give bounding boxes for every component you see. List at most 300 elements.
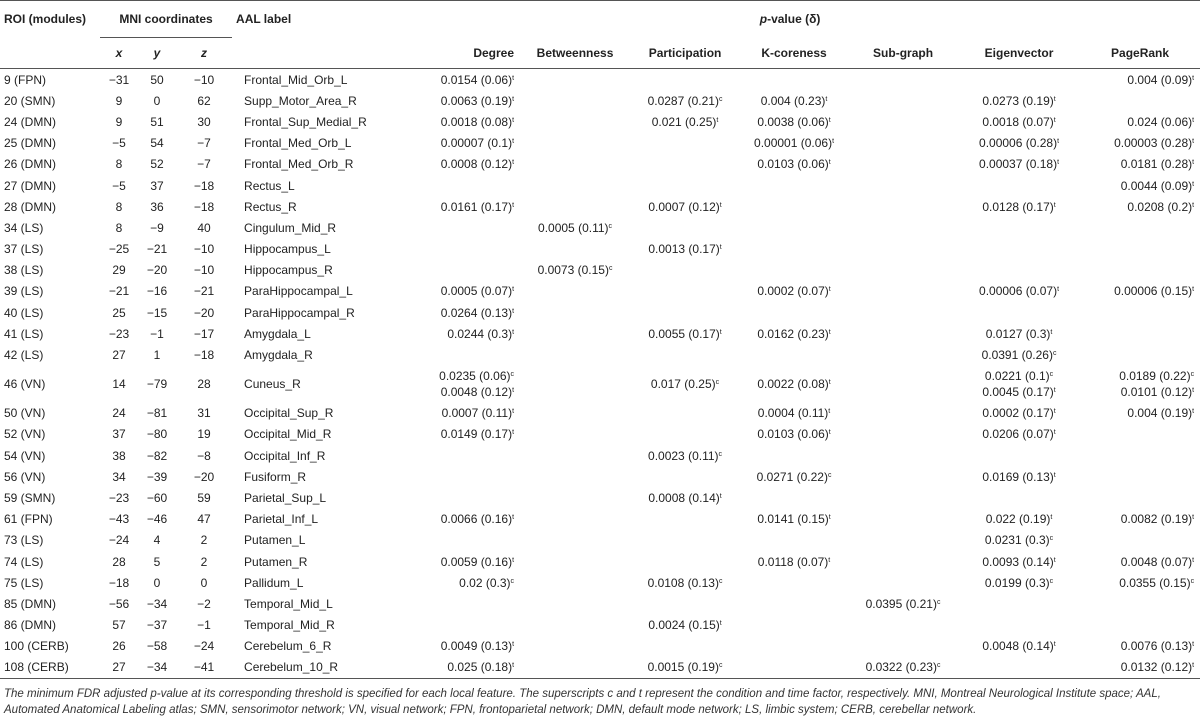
betweenness-cell	[520, 509, 630, 530]
factor-superscript: c	[1049, 371, 1054, 379]
degree-cell	[380, 90, 520, 111]
pagerank-value	[1080, 199, 1194, 215]
factor-superscript: t	[512, 138, 515, 146]
aal-label-cell: Rectus_R	[244, 199, 297, 214]
table-row	[0, 302, 1200, 323]
p-value-text: 0.0141 (0.15)	[757, 512, 829, 527]
factor-superscript: t	[512, 641, 515, 649]
roi-cell: 42 (LS)	[4, 348, 44, 363]
roi-cell: 46 (VN)	[4, 377, 46, 392]
x-cell: −56	[108, 596, 130, 611]
factor-superscript: t	[512, 662, 515, 670]
factor-superscript: t	[1057, 138, 1060, 146]
pagerank-cell	[1080, 217, 1200, 238]
p-value-text: 0.02 (0.3)	[459, 575, 511, 590]
x-cell: 34	[112, 469, 126, 484]
x-cell: 26	[112, 639, 126, 654]
factor-superscript: t	[512, 307, 515, 315]
factor-superscript: c	[827, 471, 832, 479]
p-value-text: 0.0023 (0.11)	[648, 448, 719, 463]
factor-superscript: t	[1192, 180, 1195, 188]
kcoreness-cell	[740, 175, 848, 196]
betweenness-cell	[520, 636, 630, 657]
x-cell: −21	[108, 284, 130, 299]
degree-value	[380, 93, 514, 109]
table-row	[0, 445, 1200, 466]
eigenvector-cell	[958, 175, 1080, 196]
p-value-text: 0.0244 (0.3)	[447, 326, 513, 341]
factor-superscript: t	[1192, 641, 1195, 649]
header-y: y	[138, 38, 176, 69]
y-cell: 52	[150, 157, 164, 172]
participation-cell	[630, 111, 740, 132]
table-row	[0, 366, 1200, 403]
header-blank-roi	[0, 38, 100, 69]
p-value-text: 0.0024 (0.15)	[648, 618, 720, 633]
factor-superscript: c	[936, 598, 941, 606]
betweenness-cell	[520, 424, 630, 445]
pagerank-cell	[1080, 281, 1200, 302]
degree-value	[380, 575, 514, 591]
betweenness-cell	[520, 133, 630, 154]
eigenvector-cell	[958, 281, 1080, 302]
kcoreness-cell	[740, 302, 848, 323]
factor-superscript: t	[1192, 201, 1195, 209]
p-value-text: 0.0002 (0.07)	[757, 284, 829, 299]
aal-label-cell: Supp_Motor_Area_R	[244, 93, 357, 108]
y-cell: 51	[150, 114, 164, 129]
y-cell: 4	[153, 533, 161, 548]
kcoreness-cell	[740, 90, 848, 111]
x-cell: 24	[112, 406, 126, 421]
roi-cell: 9 (FPN)	[4, 72, 46, 87]
participation-cell	[630, 466, 740, 487]
p-value-text: 0.0149 (0.17)	[440, 427, 513, 442]
p-value-text: 0.0063 (0.19)	[440, 93, 513, 108]
kcoreness-value	[740, 93, 848, 109]
x-cell: −31	[108, 72, 130, 87]
p-value-text: 0.0073 (0.15)	[537, 263, 609, 278]
p-value-text: 0.0013 (0.17)	[648, 242, 720, 257]
kcoreness-cell	[740, 445, 848, 466]
table-row	[0, 530, 1200, 551]
subgraph-cell	[848, 593, 958, 614]
factor-superscript: t	[512, 429, 515, 437]
factor-superscript: t	[1192, 556, 1195, 564]
p-value-text: 0.0015 (0.19)	[647, 660, 719, 675]
betweenness-cell	[520, 530, 630, 551]
factor-superscript: t	[828, 116, 831, 124]
degree-value	[380, 368, 514, 384]
roi-cell: 75 (LS)	[4, 575, 44, 590]
degree-cell	[380, 657, 520, 679]
subgraph-cell	[848, 302, 958, 323]
x-cell: 9	[115, 93, 123, 108]
degree-value	[380, 638, 514, 654]
subgraph-cell	[848, 466, 958, 487]
y-cell: 50	[150, 72, 164, 87]
kcoreness-cell	[740, 239, 848, 260]
eigenvector-cell	[958, 615, 1080, 636]
p-value-text: 0.0002 (0.17)	[982, 406, 1054, 421]
p-value-text: 0.025 (0.18)	[447, 660, 513, 675]
betweenness-cell	[520, 593, 630, 614]
header-aal: AAL label	[232, 1, 380, 38]
roi-cell: 50 (VN)	[4, 406, 46, 421]
p-value-text: 0.0007 (0.11)	[441, 406, 513, 421]
factor-superscript: t	[828, 286, 831, 294]
participation-cell	[630, 657, 740, 679]
factor-superscript: c	[718, 450, 723, 458]
betweenness-cell	[520, 344, 630, 365]
roi-cell: 54 (VN)	[4, 448, 46, 463]
factor-superscript: c	[608, 222, 613, 230]
pagerank-cell	[1080, 175, 1200, 196]
p-value-text: 0.0161 (0.17)	[440, 199, 513, 214]
betweenness-cell	[520, 281, 630, 302]
eigenvector-value	[958, 511, 1080, 527]
z-cell: 40	[197, 220, 211, 235]
y-cell: 36	[150, 199, 164, 214]
p-value-text: 0.0181 (0.28)	[1120, 157, 1193, 172]
x-cell: 8	[115, 220, 123, 235]
p-value-text: 0.0169 (0.13)	[982, 469, 1054, 484]
table-row	[0, 636, 1200, 657]
y-cell: −81	[146, 406, 168, 421]
participation-cell	[630, 69, 740, 91]
eigenvector-cell	[958, 445, 1080, 466]
eigenvector-value	[958, 326, 1080, 342]
table-row	[0, 551, 1200, 572]
subgraph-cell	[848, 403, 958, 424]
factor-superscript: t	[512, 159, 515, 167]
z-cell: −7	[197, 136, 211, 151]
z-cell: −41	[176, 657, 232, 679]
y-cell: −60	[146, 490, 168, 505]
header-x: x	[100, 38, 138, 69]
roi-cell: 25 (DMN)	[4, 136, 57, 151]
p-value-text: 0.0004 (0.11)	[757, 406, 829, 421]
betweenness-cell	[520, 445, 630, 466]
header-pvalue-rest: -value (δ)	[767, 12, 821, 27]
kcoreness-value	[740, 283, 848, 299]
x-cell: 28	[112, 554, 126, 569]
pagerank-cell	[1080, 111, 1200, 132]
degree-value	[380, 405, 514, 421]
p-value-text: 0.0395 (0.21)	[865, 596, 937, 611]
eigenvector-cell	[958, 657, 1080, 679]
betweenness-cell	[520, 403, 630, 424]
table-row	[0, 111, 1200, 132]
degree-cell	[380, 175, 520, 196]
y-cell: −20	[146, 263, 168, 278]
z-cell: −2	[197, 596, 211, 611]
p-value-text: 0.0045 (0.17)	[982, 385, 1054, 400]
subgraph-cell	[848, 572, 958, 593]
kcoreness-cell	[740, 593, 848, 614]
betweenness-cell	[520, 154, 630, 175]
pagerank-value	[1080, 575, 1194, 591]
kcoreness-cell	[740, 323, 848, 344]
kcoreness-cell	[740, 344, 848, 365]
eigenvector-cell	[958, 302, 1080, 323]
degree-cell	[380, 615, 520, 636]
y-cell: −15	[146, 305, 168, 320]
aal-label-cell: Cingulum_Mid_R	[244, 220, 337, 235]
degree-value	[380, 199, 514, 215]
roi-cell: 59 (SMN)	[4, 490, 56, 505]
betweenness-cell	[520, 615, 630, 636]
eigenvector-value	[958, 347, 1080, 363]
table-row	[0, 69, 1200, 91]
eigenvector-cell	[958, 366, 1080, 403]
betweenness-cell	[520, 111, 630, 132]
y-cell: 1	[153, 348, 161, 363]
factor-superscript: c	[718, 95, 723, 103]
eigenvector-value	[958, 405, 1080, 421]
aal-label-cell: Amygdala_L	[244, 326, 311, 341]
factor-superscript: t	[1192, 662, 1195, 670]
participation-cell	[630, 239, 740, 260]
eigenvector-value	[958, 199, 1080, 215]
pagerank-cell	[1080, 615, 1200, 636]
z-cell: 62	[197, 93, 211, 108]
z-cell: −18	[193, 178, 215, 193]
eigenvector-value	[958, 638, 1080, 654]
participation-cell	[630, 217, 740, 238]
subgraph-cell	[848, 657, 958, 679]
factor-superscript: t	[512, 328, 515, 336]
subgraph-cell	[848, 445, 958, 466]
pagerank-cell	[1080, 530, 1200, 551]
aal-label-cell: Frontal_Med_Orb_R	[244, 157, 354, 172]
participation-cell	[630, 260, 740, 281]
z-cell: −18	[193, 199, 215, 214]
betweenness-cell	[520, 657, 630, 679]
betweenness-cell	[520, 175, 630, 196]
p-value-text: 0.0048 (0.14)	[982, 639, 1054, 654]
participation-value	[630, 114, 740, 130]
x-cell: 8	[115, 157, 123, 172]
factor-superscript: t	[1192, 408, 1195, 416]
factor-superscript: t	[828, 159, 831, 167]
table-row	[0, 403, 1200, 424]
table-row	[0, 196, 1200, 217]
p-value-text: 0.00006 (0.07)	[979, 284, 1058, 299]
x-cell: 14	[112, 377, 126, 392]
degree-value	[380, 659, 514, 675]
p-value-text: 0.0108 (0.13)	[647, 575, 719, 590]
kcoreness-cell	[740, 133, 848, 154]
aal-label-cell: Putamen_L	[244, 533, 306, 548]
table-row	[0, 344, 1200, 365]
header-pvalue-p: p	[759, 12, 768, 27]
eigenvector-cell	[958, 69, 1080, 91]
table-row	[0, 323, 1200, 344]
participation-cell	[630, 133, 740, 154]
p-value-text: 0.0018 (0.07)	[982, 114, 1054, 129]
p-value-text: 0.0038 (0.06)	[757, 114, 829, 129]
eigenvector-cell	[958, 424, 1080, 445]
p-value-text: 0.004 (0.09)	[1127, 72, 1193, 87]
header-roi: ROI (modules)	[0, 1, 100, 38]
kcoreness-cell	[740, 69, 848, 91]
degree-value	[380, 326, 514, 342]
degree-cell	[380, 239, 520, 260]
kcoreness-cell	[740, 111, 848, 132]
p-value-text: 0.004 (0.23)	[760, 93, 826, 108]
factor-superscript: t	[1053, 408, 1056, 416]
z-cell: 30	[197, 114, 211, 129]
factor-superscript: t	[716, 116, 719, 124]
subgraph-cell	[848, 111, 958, 132]
subgraph-cell	[848, 615, 958, 636]
pagerank-cell	[1080, 133, 1200, 154]
pagerank-cell	[1080, 90, 1200, 111]
p-value-text: 0.0005 (0.11)	[538, 220, 609, 235]
participation-value	[630, 490, 740, 506]
factor-superscript: t	[512, 514, 515, 522]
factor-superscript: t	[828, 514, 831, 522]
factor-superscript: c	[1049, 535, 1054, 543]
participation-value	[630, 93, 740, 109]
subgraph-cell	[848, 175, 958, 196]
subgraph-cell	[848, 509, 958, 530]
table-row	[0, 175, 1200, 196]
aal-label-cell: Temporal_Mid_L	[244, 596, 333, 611]
roi-cell: 40 (LS)	[4, 305, 44, 320]
roi-cell: 24 (DMN)	[4, 114, 57, 129]
factor-superscript: t	[1053, 429, 1056, 437]
pagerank-value	[1080, 384, 1194, 400]
participation-value	[630, 376, 740, 392]
pagerank-cell	[1080, 196, 1200, 217]
z-cell: −24	[193, 639, 215, 654]
kcoreness-value	[740, 405, 848, 421]
table-row	[0, 466, 1200, 487]
roi-cell: 27 (DMN)	[4, 178, 57, 193]
degree-cell	[380, 366, 520, 403]
eigenvector-value	[958, 368, 1080, 384]
table-row	[0, 487, 1200, 508]
aal-label-cell: Frontal_Mid_Orb_L	[244, 72, 348, 87]
degree-cell	[380, 217, 520, 238]
p-value-text: 0.0103 (0.06)	[757, 157, 829, 172]
subgraph-cell	[848, 366, 958, 403]
participation-cell	[630, 323, 740, 344]
p-value-text: 0.0076 (0.13)	[1120, 639, 1193, 654]
x-cell: −18	[108, 575, 130, 590]
participation-cell	[630, 403, 740, 424]
eigenvector-cell	[958, 530, 1080, 551]
p-value-text: 0.0264 (0.13)	[440, 305, 513, 320]
p-value-text: 0.0189 (0.22)	[1119, 369, 1191, 384]
degree-value	[380, 156, 514, 172]
betweenness-cell	[520, 69, 630, 91]
table-row	[0, 281, 1200, 302]
aal-label-cell: Cuneus_R	[244, 377, 301, 392]
aal-label-cell: ParaHippocampal_L	[244, 284, 353, 299]
subgraph-cell	[848, 551, 958, 572]
z-cell: −17	[193, 326, 215, 341]
subgraph-cell	[848, 239, 958, 260]
subgraph-cell	[848, 196, 958, 217]
kcoreness-value	[740, 114, 848, 130]
pagerank-value	[1080, 659, 1194, 675]
factor-superscript: t	[512, 74, 515, 82]
factor-superscript: c	[510, 577, 515, 585]
factor-superscript: t	[512, 408, 515, 416]
p-value-text: 0.0103 (0.06)	[757, 427, 829, 442]
z-cell: 59	[197, 490, 211, 505]
x-cell: 25	[112, 305, 126, 320]
p-value-text: 0.0231 (0.3)	[984, 533, 1050, 548]
header-participation: Participation	[630, 38, 740, 69]
participation-value	[630, 199, 740, 215]
eigenvector-value	[958, 283, 1080, 299]
y-cell: −21	[146, 242, 168, 257]
subgraph-cell	[848, 530, 958, 551]
p-value-text: 0.0093 (0.14)	[982, 554, 1054, 569]
factor-superscript: t	[512, 286, 515, 294]
factor-superscript: t	[1053, 471, 1056, 479]
p-value-text: 0.0082 (0.19)	[1120, 512, 1193, 527]
betweenness-cell	[520, 239, 630, 260]
factor-superscript: t	[1192, 514, 1195, 522]
pagerank-cell	[1080, 551, 1200, 572]
subgraph-cell	[848, 69, 958, 91]
participation-cell	[630, 593, 740, 614]
z-cell: 0	[200, 575, 208, 590]
y-cell: −34	[146, 596, 168, 611]
pagerank-value	[1080, 114, 1194, 130]
degree-value	[380, 72, 514, 88]
pagerank-cell	[1080, 593, 1200, 614]
aal-label-cell: Cerebelum_6_R	[244, 639, 332, 654]
participation-cell	[630, 90, 740, 111]
eigenvector-cell	[958, 111, 1080, 132]
p-value-text: 0.0273 (0.19)	[982, 93, 1054, 108]
kcoreness-value	[740, 426, 848, 442]
eigenvector-cell	[958, 217, 1080, 238]
pagerank-value	[1080, 156, 1194, 172]
betweenness-cell	[520, 217, 630, 238]
subgraph-cell	[848, 281, 958, 302]
p-value-text: 0.0391 (0.26)	[981, 348, 1053, 363]
table-row	[0, 509, 1200, 530]
kcoreness-cell	[740, 551, 848, 572]
factor-superscript: t	[1050, 328, 1053, 336]
factor-superscript: t	[719, 620, 722, 628]
p-value-text: 0.0044 (0.09)	[1120, 178, 1193, 193]
p-value-text: 0.0018 (0.08)	[440, 114, 513, 129]
kcoreness-value	[740, 511, 848, 527]
p-value-text: 0.00037 (0.18)	[979, 157, 1058, 172]
pagerank-value	[1080, 135, 1194, 151]
roi-cell: 37 (LS)	[4, 242, 44, 257]
degree-cell	[380, 260, 520, 281]
degree-cell	[380, 509, 520, 530]
participation-cell	[630, 424, 740, 445]
kcoreness-value	[740, 156, 848, 172]
p-value-text: 0.0101 (0.12)	[1120, 385, 1193, 400]
participation-cell	[630, 196, 740, 217]
x-cell: 57	[112, 618, 126, 633]
aal-label-cell: Occipital_Sup_R	[244, 406, 334, 421]
y-cell: −58	[146, 639, 168, 654]
eigenvector-cell	[958, 90, 1080, 111]
pagerank-cell	[1080, 69, 1200, 91]
